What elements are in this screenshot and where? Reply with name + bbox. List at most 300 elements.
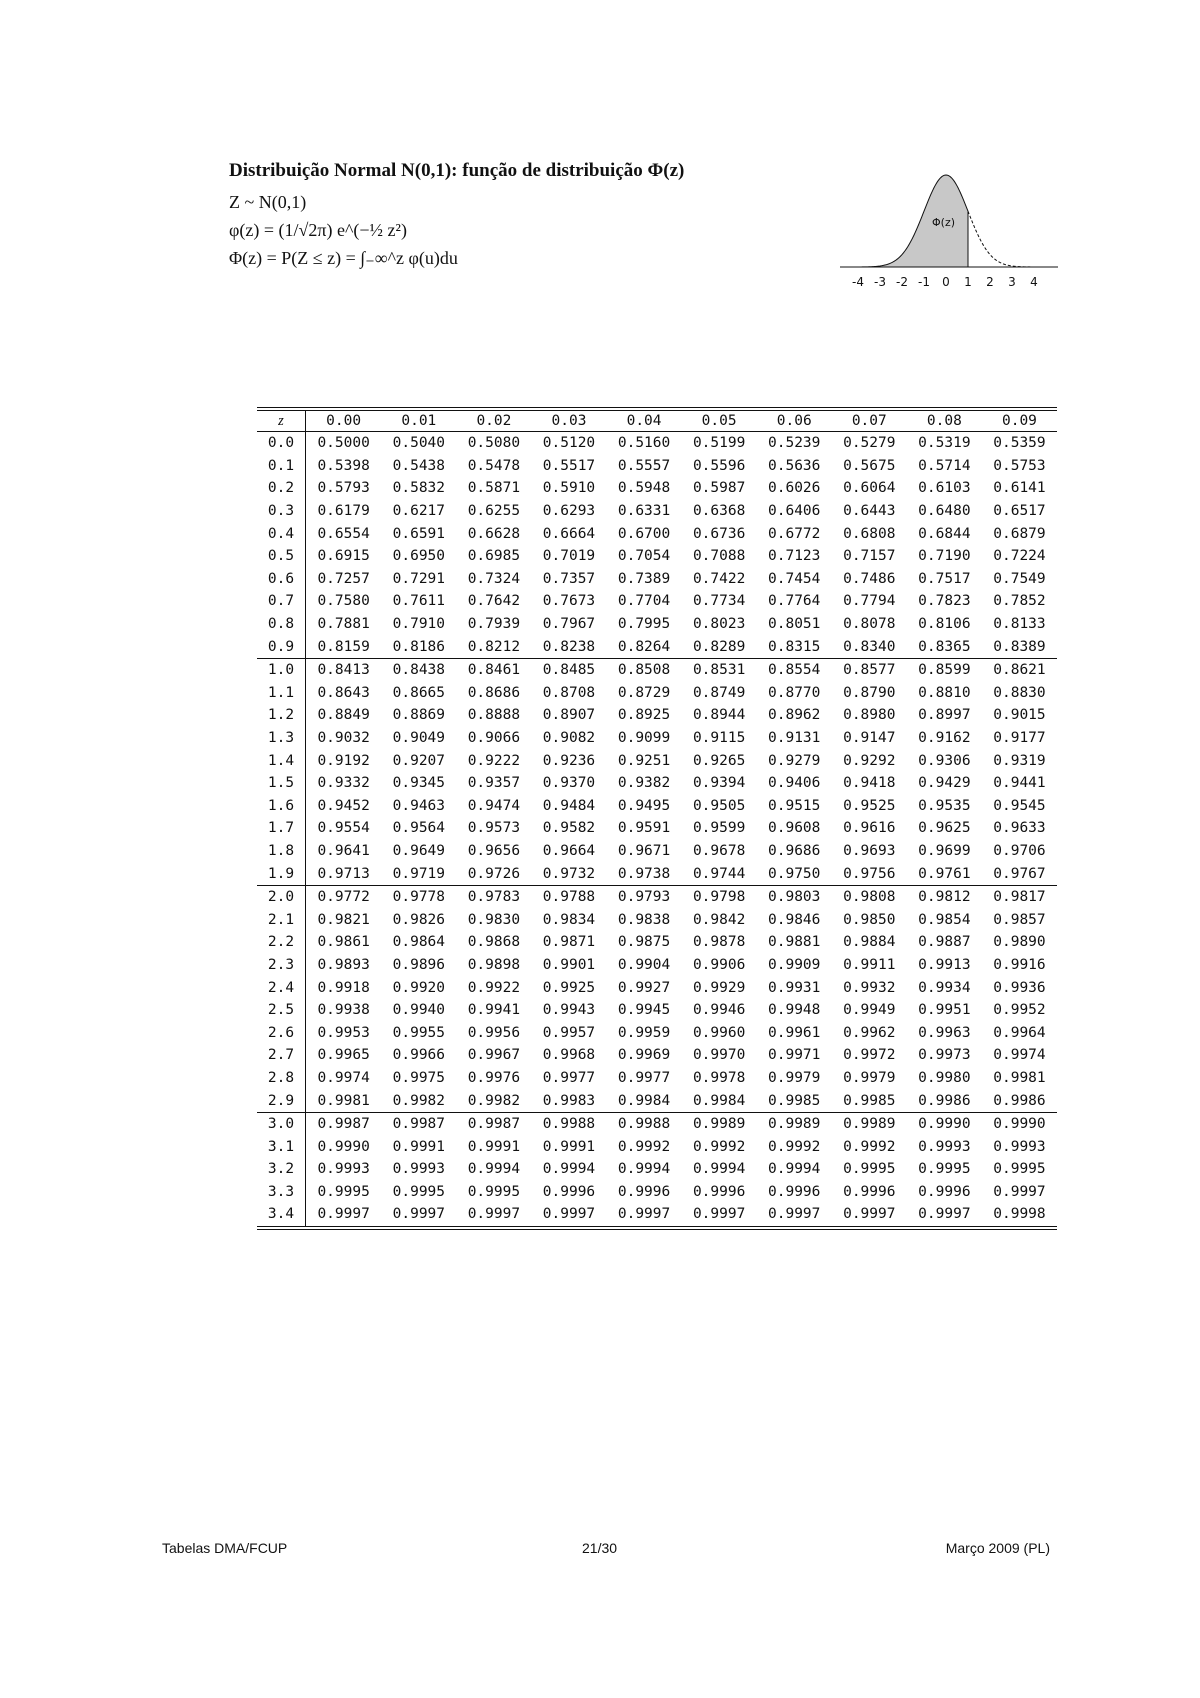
column-header: 0.03 xyxy=(551,413,587,429)
table-cell: 0.9265 xyxy=(692,752,746,769)
axis-tick-labels xyxy=(852,275,1038,289)
table-cell: 0.9913 xyxy=(918,956,971,973)
column-header-z: z xyxy=(257,409,306,432)
table-cell: 0.9564 xyxy=(392,820,446,837)
table-cell: 0.5517 xyxy=(542,457,596,474)
table-cell: 0.8621 xyxy=(982,658,1057,681)
row-z-value: 3.4 xyxy=(257,1203,306,1228)
table-cell: 0.9463 xyxy=(392,797,446,814)
table-cell: 0.9834 xyxy=(542,911,596,928)
table-cell: 0.8577 xyxy=(832,658,907,681)
table-cell: 0.9591 xyxy=(617,820,671,837)
table-cell: 0.9972 xyxy=(843,1047,896,1064)
table-cell: 0.9979 xyxy=(768,1069,821,1086)
table-cell: 0.7549 xyxy=(993,570,1046,587)
table-cell: 0.9971 xyxy=(768,1047,821,1064)
table-cell: 0.9732 xyxy=(542,865,596,882)
table-cell: 0.8790 xyxy=(843,684,896,701)
table-cell: 0.9656 xyxy=(467,842,521,859)
table-cell: 0.9251 xyxy=(617,752,671,769)
table-cell: 0.9032 xyxy=(317,730,370,747)
table-cell: 0.5160 xyxy=(617,435,671,452)
table-cell: 0.7642 xyxy=(467,593,521,610)
table-cell: 0.9953 xyxy=(317,1024,370,1041)
table-cell: 0.7054 xyxy=(617,548,671,565)
table-cell: 0.8413 xyxy=(306,658,382,681)
table-cell: 0.9664 xyxy=(542,842,596,859)
column-header: 0.01 xyxy=(401,413,437,429)
table-cell: 0.9554 xyxy=(317,820,370,837)
table-cell: 0.5714 xyxy=(918,457,971,474)
table-cell: 0.9996 xyxy=(617,1183,671,1200)
table-cell: 0.6844 xyxy=(918,525,971,542)
footer-date: Março 2009 (PL) xyxy=(945,1540,1050,1556)
table-cell: 0.9857 xyxy=(993,911,1046,928)
row-z-value: 1.6 xyxy=(257,795,306,818)
table-cell: 0.6591 xyxy=(392,525,446,542)
table-cell: 0.9992 xyxy=(843,1138,896,1155)
table-row xyxy=(257,635,1057,658)
table-cell: 0.8212 xyxy=(467,638,521,655)
table-cell: 0.9015 xyxy=(993,707,1046,724)
normal-curve-figure xyxy=(840,170,1058,295)
table-cell: 0.7704 xyxy=(617,593,671,610)
table-cell: 0.9932 xyxy=(843,979,896,996)
table-row xyxy=(257,862,1057,885)
table-cell: 0.9893 xyxy=(317,956,370,973)
table-cell: 0.6950 xyxy=(392,548,446,565)
table-row xyxy=(257,1067,1057,1090)
table-cell: 0.5199 xyxy=(692,435,746,452)
table-cell: 0.7881 xyxy=(317,616,370,633)
table-cell: 0.9901 xyxy=(542,956,596,973)
table-cell: 0.9993 xyxy=(993,1138,1046,1155)
row-z-value: 0.8 xyxy=(257,613,306,636)
table-cell: 0.9931 xyxy=(768,979,821,996)
table-cell: 0.9990 xyxy=(982,1112,1057,1135)
table-cell: 0.9904 xyxy=(617,956,671,973)
table-cell: 0.9929 xyxy=(692,979,746,996)
table-cell: 0.6480 xyxy=(918,503,971,520)
table-cell: 0.8289 xyxy=(692,638,746,655)
table-cell: 0.5987 xyxy=(692,480,746,497)
row-z-value: 0.3 xyxy=(257,500,306,523)
table-cell: 0.9997 xyxy=(306,1203,382,1228)
table-cell: 0.8438 xyxy=(381,658,456,681)
table-cell: 0.9981 xyxy=(317,1092,370,1109)
table-cell: 0.9996 xyxy=(542,1183,596,1200)
table-cell: 0.5319 xyxy=(918,435,971,452)
table-cell: 0.9998 xyxy=(982,1203,1057,1228)
table-header-row xyxy=(257,409,1057,432)
table-cell: 0.9906 xyxy=(692,956,746,973)
table-cell: 0.9616 xyxy=(843,820,896,837)
table-cell: 0.7257 xyxy=(317,570,370,587)
distribution-definition: Z ~ N(0,1) xyxy=(229,192,307,212)
table-row xyxy=(257,477,1057,500)
table-cell: 0.9994 xyxy=(768,1161,821,1178)
table-cell: 0.8389 xyxy=(993,638,1046,655)
table-cell: 0.8186 xyxy=(392,638,446,655)
row-z-value: 0.1 xyxy=(257,455,306,478)
table-cell: 0.9948 xyxy=(768,1002,821,1019)
table-cell: 0.9738 xyxy=(617,865,671,882)
table-cell: 0.5753 xyxy=(993,457,1046,474)
table-row xyxy=(257,999,1057,1022)
table-cell: 0.9726 xyxy=(467,865,521,882)
table-cell: 0.9066 xyxy=(467,730,521,747)
table-cell: 0.7157 xyxy=(843,548,896,565)
table-cell: 0.9761 xyxy=(918,865,971,882)
table-row xyxy=(257,954,1057,977)
table-cell: 0.5279 xyxy=(843,435,896,452)
table-cell: 0.9993 xyxy=(317,1161,370,1178)
table-cell: 0.7673 xyxy=(542,593,596,610)
table-cell: 0.9992 xyxy=(692,1138,746,1155)
table-cell: 0.5398 xyxy=(317,457,370,474)
table-cell: 0.9854 xyxy=(918,911,971,928)
table-cell: 0.9192 xyxy=(317,752,370,769)
table-cell: 0.9995 xyxy=(392,1183,446,1200)
row-z-value: 0.5 xyxy=(257,545,306,568)
table-cell: 0.8508 xyxy=(607,658,682,681)
table-cell: 0.8238 xyxy=(542,638,596,655)
table-cell: 0.7580 xyxy=(317,593,370,610)
table-cell: 0.9963 xyxy=(918,1024,971,1041)
row-z-value: 1.4 xyxy=(257,749,306,772)
table-cell: 0.9985 xyxy=(768,1092,821,1109)
table-cell: 0.7734 xyxy=(692,593,746,610)
table-cell: 0.8665 xyxy=(392,684,446,701)
table-cell: 0.9991 xyxy=(542,1138,596,1155)
table-row xyxy=(257,1203,1057,1228)
row-z-value: 2.0 xyxy=(257,885,306,908)
table-cell: 0.9952 xyxy=(993,1002,1046,1019)
table-cell: 0.7224 xyxy=(993,548,1046,565)
footer-page-number: 21/30 xyxy=(582,1540,618,1556)
table-cell: 0.5080 xyxy=(467,435,521,452)
table-cell: 0.9881 xyxy=(768,934,821,951)
row-z-value: 2.1 xyxy=(257,908,306,931)
table-row xyxy=(257,682,1057,705)
table-cell: 0.9545 xyxy=(993,797,1046,814)
table-cell: 0.9925 xyxy=(542,979,596,996)
table-row xyxy=(257,772,1057,795)
table-cell: 0.9990 xyxy=(907,1112,982,1135)
table-cell: 0.6879 xyxy=(993,525,1046,542)
row-z-value: 1.3 xyxy=(257,727,306,750)
table-cell: 0.8264 xyxy=(617,638,671,655)
table-cell: 0.9995 xyxy=(993,1161,1046,1178)
density-curve-right xyxy=(968,211,1034,267)
table-cell: 0.9147 xyxy=(843,730,896,747)
row-z-value: 0.4 xyxy=(257,522,306,545)
table-cell: 0.9495 xyxy=(617,797,671,814)
table-cell: 0.9772 xyxy=(306,885,382,908)
table-cell: 0.9957 xyxy=(542,1024,596,1041)
table-row xyxy=(257,432,1057,455)
table-cell: 0.9803 xyxy=(757,885,832,908)
table-cell: 0.9441 xyxy=(993,775,1046,792)
table-cell: 0.7794 xyxy=(843,593,896,610)
density-formula: φ(z) = (1/√2π) e^(−½ z²) xyxy=(229,220,407,240)
axis-tick-label: -4 xyxy=(852,275,864,289)
table-cell: 0.9292 xyxy=(843,752,896,769)
table-cell: 0.7611 xyxy=(392,593,446,610)
table-cell: 0.8599 xyxy=(907,658,982,681)
table-cell: 0.9997 xyxy=(682,1203,757,1228)
table-cell: 0.9997 xyxy=(531,1203,606,1228)
table-cell: 0.6331 xyxy=(617,503,671,520)
table-cell: 0.9997 xyxy=(456,1203,531,1228)
table-row xyxy=(257,840,1057,863)
table-cell: 0.9974 xyxy=(317,1069,370,1086)
table-cell: 0.6026 xyxy=(768,480,821,497)
table-row xyxy=(257,749,1057,772)
row-z-value: 2.8 xyxy=(257,1067,306,1090)
table-cell: 0.9474 xyxy=(467,797,521,814)
table-cell: 0.9920 xyxy=(392,979,446,996)
table-cell: 0.5557 xyxy=(617,457,671,474)
table-row xyxy=(257,568,1057,591)
table-cell: 0.9878 xyxy=(692,934,746,951)
table-cell: 0.9996 xyxy=(768,1183,821,1200)
row-z-value: 0.2 xyxy=(257,477,306,500)
table-cell: 0.9793 xyxy=(607,885,682,908)
table-cell: 0.7190 xyxy=(918,548,971,565)
table-cell: 0.9991 xyxy=(392,1138,446,1155)
table-cell: 0.9582 xyxy=(542,820,596,837)
table-cell: 0.9864 xyxy=(392,934,446,951)
row-z-value: 1.2 xyxy=(257,704,306,727)
table-cell: 0.8729 xyxy=(617,684,671,701)
table-cell: 0.9406 xyxy=(768,775,821,792)
table-cell: 0.9649 xyxy=(392,842,446,859)
table-cell: 0.9996 xyxy=(692,1183,746,1200)
column-header: 0.04 xyxy=(626,413,662,429)
table-cell: 0.9960 xyxy=(692,1024,746,1041)
table-cell: 0.9934 xyxy=(918,979,971,996)
table-cell: 0.6554 xyxy=(317,525,370,542)
table-cell: 0.9875 xyxy=(617,934,671,951)
table-row xyxy=(257,817,1057,840)
axis-tick-label: 4 xyxy=(1030,275,1038,289)
table-cell: 0.9394 xyxy=(692,775,746,792)
table-cell: 0.9961 xyxy=(768,1024,821,1041)
table-cell: 0.5120 xyxy=(542,435,596,452)
table-cell: 0.9951 xyxy=(918,1002,971,1019)
table-cell: 0.9767 xyxy=(993,865,1046,882)
table-cell: 0.6064 xyxy=(843,480,896,497)
row-z-value: 2.9 xyxy=(257,1089,306,1112)
table-cell: 0.9505 xyxy=(692,797,746,814)
table-cell: 0.9973 xyxy=(918,1047,971,1064)
table-cell: 0.9986 xyxy=(918,1092,971,1109)
table-cell: 0.9977 xyxy=(617,1069,671,1086)
axis-tick-label: 1 xyxy=(964,275,972,289)
table-cell: 0.8340 xyxy=(843,638,896,655)
column-header: 0.08 xyxy=(926,413,962,429)
table-cell: 0.9959 xyxy=(617,1024,671,1041)
table-cell: 0.9940 xyxy=(392,1002,446,1019)
table-cell: 0.9898 xyxy=(467,956,521,973)
table-cell: 0.7454 xyxy=(768,570,821,587)
table-cell: 0.8869 xyxy=(392,707,446,724)
table-cell: 0.6406 xyxy=(768,503,821,520)
table-cell: 0.7019 xyxy=(542,548,596,565)
table-cell: 0.9949 xyxy=(843,1002,896,1019)
table-cell: 0.9922 xyxy=(467,979,521,996)
table-cell: 0.8106 xyxy=(918,616,971,633)
table-cell: 0.8078 xyxy=(843,616,896,633)
table-cell: 0.9306 xyxy=(918,752,971,769)
table-cell: 0.9515 xyxy=(768,797,821,814)
table-cell: 0.9992 xyxy=(768,1138,821,1155)
table-cell: 0.9945 xyxy=(617,1002,671,1019)
table-cell: 0.9817 xyxy=(982,885,1057,908)
table-cell: 0.9962 xyxy=(843,1024,896,1041)
table-cell: 0.9608 xyxy=(768,820,821,837)
table-row xyxy=(257,522,1057,545)
table-row xyxy=(257,885,1057,908)
table-cell: 0.5832 xyxy=(392,480,446,497)
table-cell: 0.9177 xyxy=(993,730,1046,747)
table-cell: 0.8554 xyxy=(757,658,832,681)
table-cell: 0.9788 xyxy=(531,885,606,908)
table-cell: 0.5000 xyxy=(317,435,370,452)
table-row xyxy=(257,795,1057,818)
table-cell: 0.9887 xyxy=(918,934,971,951)
table-cell: 0.6443 xyxy=(843,503,896,520)
table-cell: 0.9357 xyxy=(467,775,521,792)
table-cell: 0.8531 xyxy=(682,658,757,681)
table-cell: 0.9946 xyxy=(692,1002,746,1019)
table-cell: 0.7995 xyxy=(617,616,671,633)
table-cell: 0.6103 xyxy=(918,480,971,497)
table-cell: 0.9964 xyxy=(993,1024,1046,1041)
table-cell: 0.9965 xyxy=(317,1047,370,1064)
table-cell: 0.5040 xyxy=(392,435,446,452)
table-cell: 0.9979 xyxy=(843,1069,896,1086)
table-cell: 0.8962 xyxy=(768,707,821,724)
table-cell: 0.9778 xyxy=(381,885,456,908)
table-cell: 0.9678 xyxy=(692,842,746,859)
table-cell: 0.9573 xyxy=(467,820,521,837)
table-row xyxy=(257,1135,1057,1158)
row-z-value: 3.3 xyxy=(257,1181,306,1204)
table-cell: 0.9997 xyxy=(832,1203,907,1228)
table-cell: 0.9744 xyxy=(692,865,746,882)
table-cell: 0.9994 xyxy=(542,1161,596,1178)
table-cell: 0.9821 xyxy=(317,911,370,928)
table-cell: 0.7852 xyxy=(993,593,1046,610)
table-cell: 0.9943 xyxy=(542,1002,596,1019)
table-cell: 0.7422 xyxy=(692,570,746,587)
table-cell: 0.9995 xyxy=(843,1161,896,1178)
row-z-value: 3.1 xyxy=(257,1135,306,1158)
table-cell: 0.6255 xyxy=(467,503,521,520)
row-z-value: 3.2 xyxy=(257,1158,306,1181)
table-cell: 0.9783 xyxy=(456,885,531,908)
footer-source: Tabelas DMA/FCUP xyxy=(162,1540,288,1556)
table-cell: 0.9927 xyxy=(617,979,671,996)
table-cell: 0.9967 xyxy=(467,1047,521,1064)
table-cell: 0.9968 xyxy=(542,1047,596,1064)
table-cell: 0.9936 xyxy=(993,979,1046,996)
table-cell: 0.8485 xyxy=(531,658,606,681)
table-cell: 0.6293 xyxy=(542,503,596,520)
table-cell: 0.8925 xyxy=(617,707,671,724)
normal-table xyxy=(257,407,1057,1230)
table-cell: 0.9969 xyxy=(617,1047,671,1064)
table-cell: 0.9982 xyxy=(392,1092,446,1109)
table-cell: 0.7939 xyxy=(467,616,521,633)
table-row xyxy=(257,455,1057,478)
table-cell: 0.9992 xyxy=(617,1138,671,1155)
table-cell: 0.6517 xyxy=(993,503,1046,520)
axis-tick-label: -3 xyxy=(874,275,886,289)
table-cell: 0.9974 xyxy=(993,1047,1046,1064)
table-cell: 0.9941 xyxy=(467,1002,521,1019)
table-cell: 0.5871 xyxy=(467,480,521,497)
table-cell: 0.8907 xyxy=(542,707,596,724)
table-cell: 0.6628 xyxy=(467,525,521,542)
table-cell: 0.9993 xyxy=(918,1138,971,1155)
row-z-value: 0.9 xyxy=(257,635,306,658)
table-cell: 0.9956 xyxy=(467,1024,521,1041)
table-cell: 0.5478 xyxy=(467,457,521,474)
table-cell: 0.9279 xyxy=(768,752,821,769)
table-cell: 0.6736 xyxy=(692,525,746,542)
row-z-value: 1.1 xyxy=(257,682,306,705)
table-cell: 0.9842 xyxy=(692,911,746,928)
table-cell: 0.8461 xyxy=(456,658,531,681)
table-cell: 0.9535 xyxy=(918,797,971,814)
table-cell: 0.8365 xyxy=(918,638,971,655)
table-cell: 0.9429 xyxy=(918,775,971,792)
table-cell: 0.9997 xyxy=(381,1203,456,1228)
table-cell: 0.9871 xyxy=(542,934,596,951)
axis-tick-label: 3 xyxy=(1008,275,1016,289)
table-cell: 0.8888 xyxy=(467,707,521,724)
table-row xyxy=(257,1158,1057,1181)
table-cell: 0.9995 xyxy=(317,1183,370,1200)
table-cell: 0.6915 xyxy=(317,548,370,565)
table-cell: 0.6700 xyxy=(617,525,671,542)
table-cell: 0.9991 xyxy=(467,1138,521,1155)
axis-tick-label: -1 xyxy=(918,275,930,289)
table-cell: 0.6772 xyxy=(768,525,821,542)
column-header: 0.07 xyxy=(851,413,887,429)
column-header: 0.02 xyxy=(476,413,512,429)
column-header: 0.06 xyxy=(776,413,812,429)
table-cell: 0.9319 xyxy=(993,752,1046,769)
row-z-value: 0.6 xyxy=(257,568,306,591)
table-cell: 0.9909 xyxy=(768,956,821,973)
table-cell: 0.9984 xyxy=(617,1092,671,1109)
table-cell: 0.9484 xyxy=(542,797,596,814)
table-cell: 0.9693 xyxy=(843,842,896,859)
table-cell: 0.9997 xyxy=(993,1183,1046,1200)
table-cell: 0.8830 xyxy=(993,684,1046,701)
table-cell: 0.9911 xyxy=(843,956,896,973)
column-header: 0.09 xyxy=(1001,413,1037,429)
table-cell: 0.8643 xyxy=(317,684,370,701)
column-header: 0.00 xyxy=(326,413,362,429)
table-row xyxy=(257,1021,1057,1044)
table-cell: 0.9994 xyxy=(617,1161,671,1178)
table-cell: 0.9996 xyxy=(843,1183,896,1200)
